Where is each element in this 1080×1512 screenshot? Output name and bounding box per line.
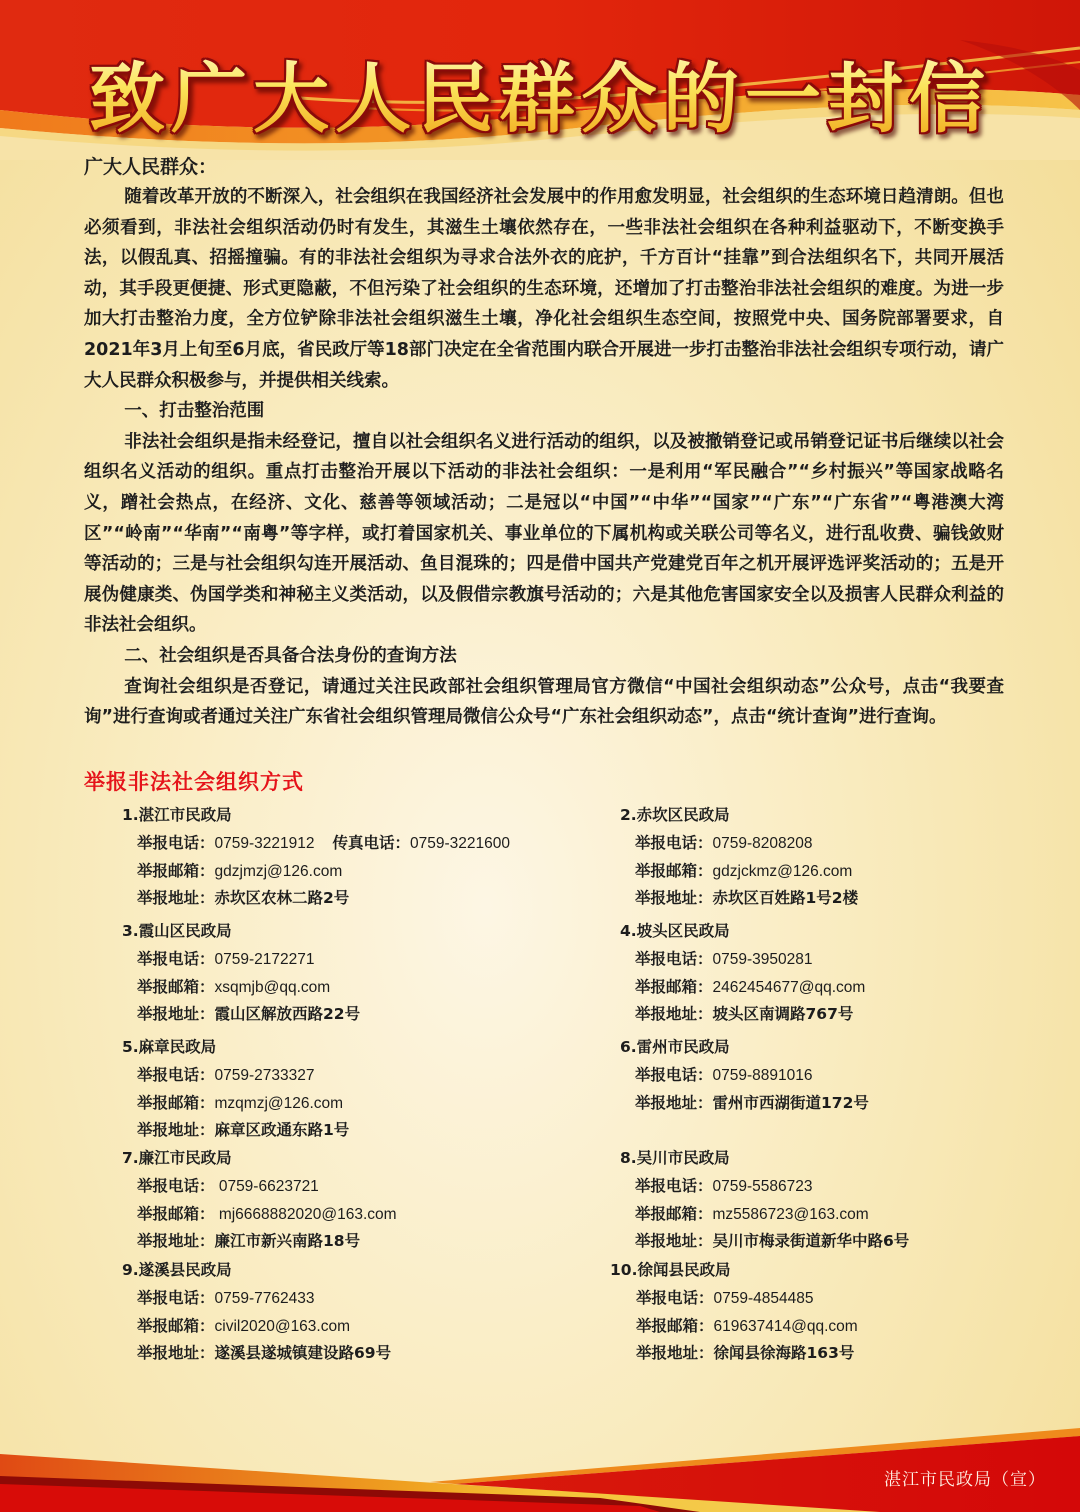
office-name: 3.霞山区民政局	[122, 922, 232, 940]
footer-background	[0, 1380, 1080, 1512]
phone-number: 0759-3950281	[712, 950, 813, 968]
email-address: mzqmzj@126.com	[214, 1094, 344, 1112]
email-address: gdzjckmz@126.com	[712, 862, 853, 880]
contact-card-leizhou	[620, 1034, 869, 1117]
phone-number: 0759-3221912	[214, 834, 315, 852]
office-name: 4.坡头区民政局	[620, 922, 730, 940]
address-line: 举报地址：雷州市西湖街道172号	[635, 1093, 869, 1112]
street-address: 遂溪县遂城镇建设路69号	[214, 1344, 392, 1363]
email-line: 举报邮箱：2462454677@qq.com	[635, 977, 866, 996]
contact-card-wuchuan	[620, 1145, 909, 1256]
contact-card-zhanjiang	[122, 802, 510, 913]
email-line: 举报邮箱：gdzjmzj@126.com	[137, 861, 343, 880]
address-line: 举报地址：赤坎区农林二路2号	[137, 889, 350, 908]
address-line: 举报地址：廉江市新兴南路18号	[137, 1232, 361, 1251]
street-address: 霞山区解放西路22号	[214, 1005, 361, 1024]
email-address: civil2020@163.com	[214, 1317, 351, 1335]
email-address: 619637414@qq.com	[713, 1317, 858, 1335]
header-banner	[0, 0, 1080, 160]
fax-number: 0759-3221600	[410, 834, 511, 852]
office-name: 6.雷州市民政局	[620, 1038, 730, 1056]
phone-number: 0759-8208208	[712, 834, 813, 852]
phone-line: 举报电话：0759-8208208	[635, 833, 813, 852]
address-line: 举报地址：坡头区南调路767号	[635, 1005, 854, 1024]
street-address: 徐闻县徐海路163号	[713, 1344, 855, 1363]
email-address: gdzjmzj@126.com	[214, 862, 343, 880]
street-address: 雷州市西湖街道172号	[712, 1093, 869, 1112]
office-name: 9.遂溪县民政局	[122, 1261, 232, 1279]
letter-body	[84, 152, 1004, 733]
section1-paragraph: 非法社会组织是指未经登记，擅自以社会组织名义进行活动的组织，以及被撤销登记或吊销登记证书后继续以社会组织名义活动的组织。重点打击整治开展以下活动的非法社会组织：一是利用“军民融合”“乡村振兴”等国家战略名义，蹭社会热点，在经济、文化、慈善等领域活动；二是冠以“中国”“中华”“国家”“广东”“广东省”“粤港澳大湾区”“岭南”“华南”“南粤”等字样，或打着国家机关、事业单位的下属机构或关联公司等名义，进行乱收费、骗钱敛财等活动的；三是与社会组织勾连开展活动、鱼目混珠的；四是借中国共产党建党百年之机开展评选评奖活动的；五是开展伪健康类、伪国学类和神秘主义类活动，以及假借宗教旗号活动的；六是其他危害国家安全以及损害人民群众利益的非法社会组织。	[84, 431, 1004, 636]
phone-line: 举报电话：0759-7762433	[137, 1288, 315, 1307]
address-line: 举报地址：吴川市梅录街道新华中路6号	[635, 1232, 910, 1251]
office-name: 7.廉江市民政局	[122, 1149, 232, 1167]
section1-heading: 一、打击整治范围	[124, 401, 265, 422]
address-line: 举报地址：徐闻县徐海路163号	[636, 1344, 855, 1363]
phone-number: 0759-5586723	[712, 1177, 813, 1195]
phone-number: 0759-4854485	[713, 1289, 814, 1307]
phone-line: 举报电话：0759-4854485	[636, 1288, 814, 1307]
phone-line: 举报电话：0759-2733327	[137, 1065, 315, 1084]
email-line: 举报邮箱： mj6668882020@163.com	[137, 1204, 397, 1223]
phone-line: 举报电话： 0759-6623721	[137, 1176, 319, 1195]
street-address: 吴川市梅录街道新华中路6号	[712, 1232, 910, 1251]
email-line: 举报邮箱：gdzjckmz@126.com	[635, 861, 853, 880]
email-line: 举报邮箱：xsqmjb@qq.com	[137, 977, 331, 996]
address-line: 举报地址：赤坎区百姓路1号2楼	[635, 889, 859, 908]
email-address: mj6668882020@163.com	[214, 1205, 397, 1223]
intro-paragraph: 随着改革开放的不断深入，社会组织在我国经济社会发展中的作用愈发明显，社会组织的生态环境日趋清朗。但也必须看到，非法社会组织活动仍时有发生，其滋生土壤依然存在，一些非法社会组织在各种利益驱动下，不断变换手法，以假乱真、招摇撞骗。有的非法社会组织为寻求合法外衣的庇护，千方百计“挂靠”到合法组织名下，共同开展活动，其手段更便捷、形式更隐蔽，不但污染了社会组织的生态环境，还增加了打击整治非法社会组织的难度。为进一步加大打击整治力度，全方位铲除非法社会组织滋生土壤，净化社会组织生态空间，按照党中央、国务院部署要求，自2021年3月上旬至6月底，省民政厅等18部门决定在全省范围内联合开展进一步打击整治非法社会组织专项行动，请广大人民群众积极参与，并提供相关线索。	[84, 187, 1004, 391]
office-name: 5.麻章民政局	[122, 1038, 217, 1056]
office-name: 1.湛江市民政局	[122, 806, 232, 824]
office-name: 8.吴川市民政局	[620, 1149, 730, 1167]
report-heading: 举报非法社会组织方式	[84, 770, 304, 794]
contact-card-potou	[620, 918, 865, 1029]
phone-number: 0759-2172271	[214, 950, 315, 968]
footer-banner	[0, 1380, 1080, 1512]
section2-paragraph: 查询社会组织是否登记，请通过关注民政部社会组织管理局官方微信“中国社会组织动态”公众号，点击“我要查询”进行查询或者通过关注广东省社会组织管理局微信公众号“广东社会组织动态”，点击“统计查询”进行查询。	[84, 676, 1004, 728]
section2-heading: 二、社会组织是否具备合法身份的查询方法	[124, 645, 457, 666]
street-address: 麻章区政通东路1号	[214, 1121, 350, 1140]
phone-number: 0759-7762433	[214, 1289, 315, 1307]
phone-line: 举报电话：0759-8891016	[635, 1065, 813, 1084]
contact-card-lianjiang	[122, 1145, 397, 1256]
street-address: 廉江市新兴南路18号	[214, 1232, 361, 1251]
salutation: 广大人民群众：	[84, 156, 218, 178]
email-address: xsqmjb@qq.com	[214, 978, 331, 996]
email-address: 2462454677@qq.com	[712, 978, 866, 996]
email-line: 举报邮箱：civil2020@163.com	[137, 1316, 351, 1335]
contact-card-mazhang	[122, 1034, 349, 1145]
office-name: 2.赤坎区民政局	[620, 806, 730, 824]
address-line: 举报地址：麻章区政通东路1号	[137, 1121, 350, 1140]
email-line: 举报邮箱：619637414@qq.com	[636, 1316, 858, 1335]
phone-line: 举报电话：0759-2172271	[137, 949, 315, 968]
office-name: 10.徐闻县民政局	[610, 1261, 731, 1279]
contact-card-xiashan	[122, 918, 360, 1029]
phone-number: 0759-8891016	[712, 1066, 813, 1084]
email-line: 举报邮箱：mz5586723@163.com	[635, 1204, 869, 1223]
street-address: 坡头区南调路767号	[712, 1005, 854, 1024]
address-line: 举报地址：霞山区解放西路22号	[137, 1005, 361, 1024]
street-address: 赤坎区农林二路2号	[214, 889, 350, 908]
contact-card-suixi	[122, 1257, 391, 1368]
phone-line: 举报电话：0759-3221912 传真电话：0759-3221600	[137, 833, 511, 852]
page-title: 致广大人民群众的一封信	[0, 38, 1080, 147]
contact-card-xuwen	[610, 1257, 858, 1368]
phone-number: 0759-2733327	[214, 1066, 315, 1084]
email-line: 举报邮箱：mzqmzj@126.com	[137, 1093, 344, 1112]
publisher-credit: 湛江市民政局（宣）	[884, 1470, 1046, 1490]
phone-line: 举报电话：0759-3950281	[635, 949, 813, 968]
phone-line: 举报电话：0759-5586723	[635, 1176, 813, 1195]
address-line: 举报地址：遂溪县遂城镇建设路69号	[137, 1344, 392, 1363]
phone-number: 0759-6623721	[214, 1177, 319, 1195]
contact-card-chikan	[620, 802, 858, 913]
street-address: 赤坎区百姓路1号2楼	[712, 889, 859, 908]
email-address: mz5586723@163.com	[712, 1205, 869, 1223]
